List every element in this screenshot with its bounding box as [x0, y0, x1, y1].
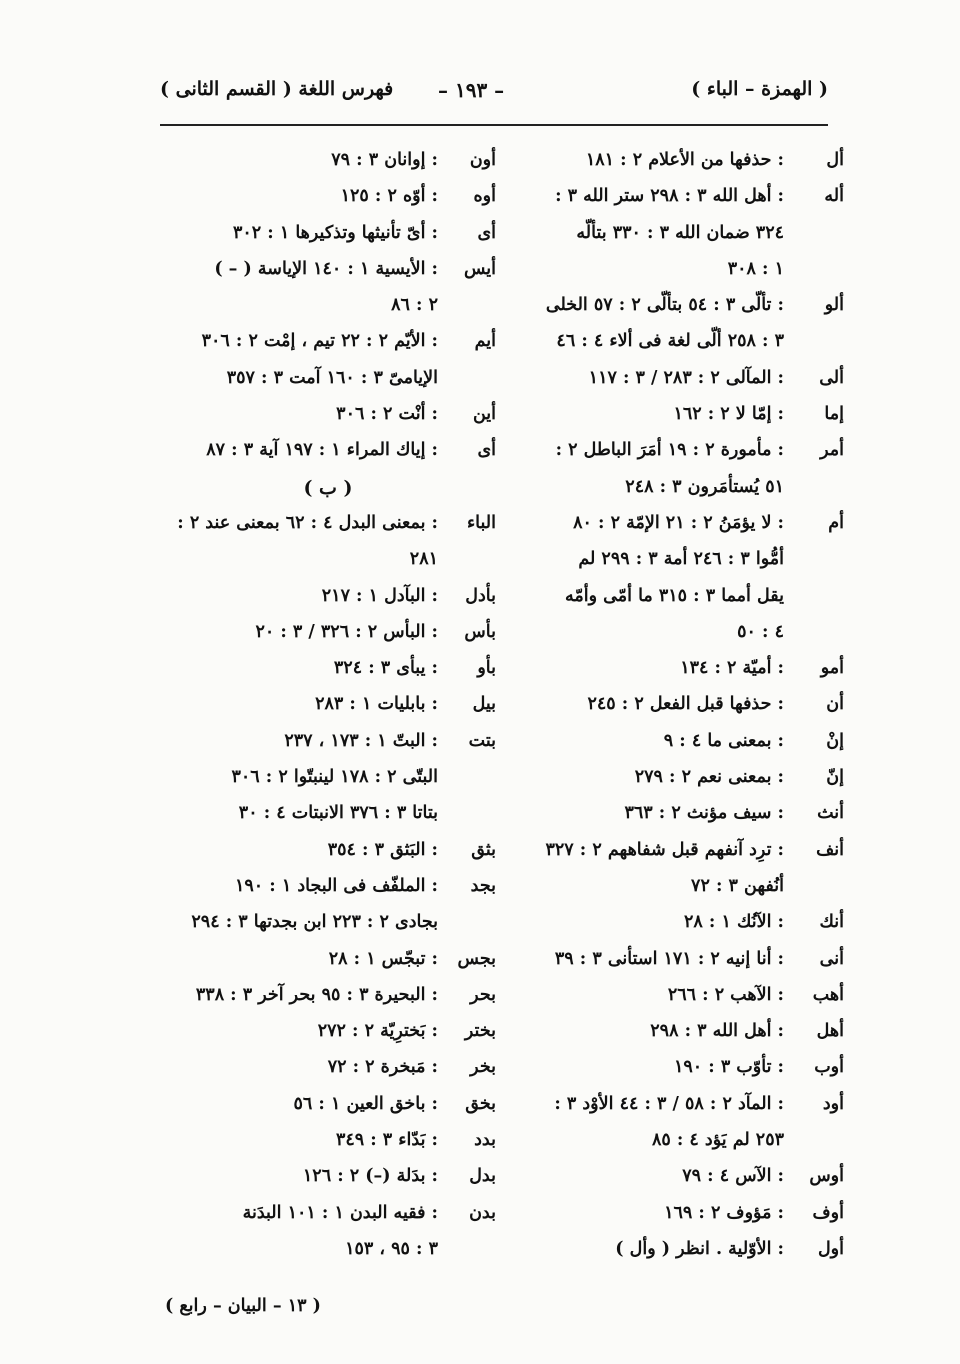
footer-signature: ( ١٣ – البيان – رابع ) [165, 1296, 321, 1316]
index-entry [524, 291, 844, 327]
root-word: بدد [474, 1130, 496, 1151]
index-entry [160, 545, 496, 581]
index-entry [160, 219, 496, 255]
entry-references: ٣٢٤ ضمان الله ٣ : ٣٣٠ بتألّه [576, 222, 784, 243]
root-word: أهب [812, 984, 844, 1005]
root-word: أين [472, 404, 496, 425]
entry-references: ٢ : ٨٦ [391, 295, 438, 316]
root-word: أول [817, 1238, 844, 1259]
root-word: بأس [464, 621, 496, 642]
index-entry [160, 908, 496, 944]
root-word: ألو [824, 295, 844, 316]
root-word: أنف [816, 839, 844, 860]
root-word: إما [824, 404, 844, 425]
entry-references: : الأيسية ١ : ١٤٠ الإياسة ( – ) [214, 258, 438, 279]
entry-references: يقل أمما ٣ : ٣١٥ ما أمّى وأمّه [565, 585, 784, 606]
index-entry [524, 1053, 844, 1089]
index-entry [160, 1235, 496, 1271]
root-word: بخر [470, 1057, 496, 1078]
root-word: أود [822, 1093, 844, 1114]
entry-references: : الأيّم ٢ : ٢٢ تيم ، إمْت ٢ : ٣٠٦ [201, 331, 438, 352]
header-rule [160, 124, 828, 126]
root-word: أوه [473, 186, 496, 207]
index-entry [160, 690, 496, 726]
entry-references: البتّى ٢ : ١٧٨ لينبتّوا ٢ : ٣٠٦ [231, 767, 438, 788]
root-word: بجس [457, 948, 496, 969]
index-entry [524, 255, 844, 291]
root-word: أهل [816, 1021, 844, 1042]
entry-references: : إوانان ٣ : ٧٩ [331, 150, 438, 170]
index-entry [524, 727, 844, 763]
root-word: بحر [470, 984, 496, 1005]
root-word: بأو [477, 658, 496, 679]
index-entry [160, 945, 496, 981]
entry-references: : البأس ٢ : ٣٢٦ / ٣ : ٢٠ [255, 621, 438, 642]
index-entry [524, 327, 844, 363]
root-word: أى [477, 440, 496, 461]
entry-references: : أوّه ٢ : ١٢٥ [340, 186, 438, 207]
index-column-left [160, 146, 496, 1271]
index-entry [524, 1126, 844, 1162]
index-entry [524, 219, 844, 255]
entry-references: ٣ : ٩٥ ، ١٥٣ [345, 1238, 438, 1259]
entry-references: ٤ : ٥٠ [737, 621, 784, 642]
entry-references: : الأوّلية . انظر ( وأل ) [615, 1238, 784, 1259]
entry-references: : البَثق ٣ : ٣٥٤ [327, 839, 438, 860]
index-entry [524, 690, 844, 726]
index-entry [160, 146, 496, 182]
index-entry [524, 182, 844, 218]
entry-references: أمُّوا ٣ : ٢٤٦ أمة ٣ : ٢٩٩ لم [578, 549, 784, 570]
root-word: بثق [471, 839, 496, 860]
root-word: أى [477, 222, 496, 243]
root-word: بختر [464, 1021, 496, 1042]
entry-references: ٣ : ٢٥٨ ألّى لغة فى ألاء ٤ : ٤٦ [556, 331, 784, 352]
index-entry [524, 1162, 844, 1198]
root-word: أمو [820, 658, 844, 679]
entry-references: : الآهب ٢ : ٢٦٦ [667, 984, 784, 1005]
root-word: أله [824, 186, 844, 207]
index-entry [524, 618, 844, 654]
entry-references: : باخق العين ١ : ٥٦ [293, 1093, 438, 1114]
entry-references: : بدَلة (–) ٢ : ١٢٦ [302, 1166, 438, 1187]
root-word: أوف [812, 1202, 844, 1223]
entry-references: ٢٥٣ لم يَؤد ٤ : ٨٥ [651, 1130, 784, 1151]
page-number: – ١٩٣ – [438, 78, 505, 102]
index-entry [524, 654, 844, 690]
root-word: بأدل [465, 585, 496, 606]
root-word: أن [826, 694, 844, 715]
entry-references: : بَخترِيّة ٢ : ٢٧٢ [317, 1021, 438, 1042]
entry-references: : مَؤوف ٢ : ١٦٩ [664, 1202, 784, 1223]
entry-references: : أنا إنيه ٢ : ١٧١ استأنى ٣ : ٣٩ [554, 948, 784, 969]
entry-references: : يبأى ٣ : ٣٢٤ [333, 658, 438, 679]
index-entry [160, 618, 496, 654]
index-entry [160, 799, 496, 835]
index-entry [160, 400, 496, 436]
entry-references: : تألّى ٣ : ٥٤ بتألّى ٢ : ٥٧ الخلى [545, 295, 784, 316]
root-word: أمر [820, 440, 844, 461]
root-word: أون [469, 150, 496, 170]
index-entry [160, 1090, 496, 1126]
index-entry [160, 473, 496, 509]
entry-references: : إياك المراء ١ : ١٩٧ آية ٣ : ٨٧ [206, 440, 438, 461]
index-entry [160, 1199, 496, 1235]
root-word: بخق [465, 1093, 496, 1114]
index-entry [160, 654, 496, 690]
index-entry [524, 1235, 844, 1271]
entry-references: : بَدّاء ٣ : ٣٤٩ [335, 1130, 438, 1151]
root-word: الباء [466, 512, 496, 533]
index-entry [524, 763, 844, 799]
entry-references: : تبجّس ١ : ٢٨ [328, 948, 438, 969]
entry-references: أنُفهن ٣ : ٧٢ [691, 875, 784, 896]
root-word: أم [828, 512, 844, 533]
entry-references: : بمعنى ما ٤ : ٩ [663, 730, 784, 751]
index-entry [524, 908, 844, 944]
entry-references: بجادى ٢ : ٢٢٣ ابن بجدتها ٣ : ٢٩٤ [191, 912, 438, 933]
entry-references: : الآنُك ١ : ٢٨ [684, 912, 784, 933]
index-entry [160, 1053, 496, 1089]
root-word: بدل [469, 1166, 496, 1187]
entry-references: : أهل الله ٣ : ٢٩٨ [650, 1021, 784, 1042]
header-left: فهرس اللغة ( القسم الثانى ) [160, 78, 394, 100]
entry-references: : إمّا لا ٢ : ١٦٢ [673, 404, 784, 425]
index-entry [524, 400, 844, 436]
root-word: أيس [463, 258, 496, 279]
root-word: أنى [819, 948, 844, 969]
entry-references: : بمعنى نعم ٢ : ٢٧٩ [634, 767, 784, 788]
index-entry [160, 509, 496, 545]
index-entry [160, 872, 496, 908]
entry-references: : أىّ تأنيثها وتذكيرها ١ : ٣٠٢ [232, 222, 438, 243]
entry-references: : ترِد آنفهم قبل شفاههم ٢ : ٣٢٧ [545, 839, 784, 860]
entry-references: : تأوّب ٣ : ١٩٠ [673, 1057, 784, 1078]
index-entry [524, 146, 844, 182]
index-entry [524, 872, 844, 908]
index-entry [524, 364, 844, 400]
root-word: أوب [814, 1057, 844, 1078]
index-column-right [524, 146, 844, 1271]
index-entry [160, 327, 496, 363]
index-entry [160, 836, 496, 872]
index-entry [524, 545, 844, 581]
index-entry [524, 981, 844, 1017]
entry-references: : مأمورة ٢ : ١٩ أمَرَ الباطل ٢ : [555, 440, 784, 461]
entry-references: : بابليات ١ : ٢٨٣ [315, 694, 438, 715]
entry-references: الإيامىّ ٣ : ١٦٠ آمت ٣ : ٣٥٧ [226, 367, 438, 388]
index-entry [160, 436, 496, 472]
entry-references: : البحيرة ٣ : ٩٥ بحر آخر ٣ : ٣٣٨ [195, 984, 438, 1005]
entry-references: : حذفها من الأعلام ٢ : ١٨١ [585, 150, 784, 170]
entry-references: : البتّ ١ : ١٧٣ ، ٢٣٧ [284, 730, 438, 751]
entry-references: : فقيه البدن ١ : ١٠١ البدَنة [242, 1202, 438, 1223]
index-entry [524, 473, 844, 509]
index-entry [524, 836, 844, 872]
index-entry [160, 255, 496, 291]
entry-references: : لا يؤمَنُ ٢ : ٢١ الإمّة ٢ : ٨٠ [573, 512, 784, 533]
root-word: أنك [819, 912, 844, 933]
root-word: بجد [470, 875, 496, 896]
root-word: أيم [474, 331, 496, 352]
entry-references: ٥١ يُستأمَرون ٣ : ٢٤٨ [625, 476, 784, 497]
entry-references: : البآدل ١ : ٢١٧ [321, 585, 438, 606]
root-word: أل [826, 150, 844, 170]
entry-references: : الملفّف فى البجاد ١ : ١٩٠ [234, 875, 438, 896]
index-entry [160, 291, 496, 327]
root-word: بتت [468, 730, 496, 751]
index-entry [524, 1090, 844, 1126]
header-right: ( الهمزة – الباء ) [691, 78, 828, 100]
entry-references: : حذفها قبل الفعل ٢ : ٢٤٥ [587, 694, 784, 715]
entry-references: : مَبخرة ٢ : ٧٢ [327, 1057, 438, 1078]
index-entry [160, 364, 496, 400]
entry-references: ١ : ٣٠٨ [727, 258, 784, 279]
root-word: إنّ [826, 767, 844, 788]
entry-references: : الآس ٤ : ٧٩ [682, 1166, 784, 1187]
entry-references: : أهل الله ٣ : ٢٩٨ ستر الله ٣ : [555, 186, 784, 207]
index-entry [160, 1126, 496, 1162]
root-word: بيل [472, 694, 496, 715]
index-entry [524, 799, 844, 835]
index-entry [524, 509, 844, 545]
entry-references: ٢٨١ [409, 549, 438, 570]
entry-references: : أميّة ٢ : ١٣٤ [680, 658, 784, 679]
index-entry [524, 1017, 844, 1053]
entry-references: : المآد ٢ : ٥٨ / ٣ : ٤٤ الأوْد ٣ : [554, 1093, 784, 1114]
index-entry [160, 1162, 496, 1198]
index-entry [160, 763, 496, 799]
root-word: أوس [809, 1166, 844, 1187]
index-entry [160, 981, 496, 1017]
index-entry [524, 1199, 844, 1235]
index-entry [524, 582, 844, 618]
entry-references: : المآلى ٢ : ٢٨٣ / ٣ : ١١٧ [588, 367, 784, 388]
index-entry [160, 182, 496, 218]
root-word: إنْ [826, 730, 844, 751]
entry-references: : سيف مؤنث ٢ : ٣٦٣ [624, 803, 784, 824]
entry-references: : أنْت ٢ : ٣٠٦ [336, 404, 438, 425]
index-entry [160, 727, 496, 763]
index-entry [524, 945, 844, 981]
root-word: أنث [817, 803, 844, 824]
index-entry [160, 582, 496, 618]
root-word: ألى [819, 367, 844, 388]
root-word: بدن [469, 1202, 496, 1223]
entry-references: بتاتا ٣ : ٣٧٦ الانبتات ٤ : ٣٠ [238, 803, 438, 824]
section-heading: ( ب ) [303, 476, 353, 499]
index-entry [524, 436, 844, 472]
index-entry [160, 1017, 496, 1053]
entry-references: : بمعنى البدل ٤ : ٦٢ بمعنى عند ٢ : [177, 512, 438, 533]
